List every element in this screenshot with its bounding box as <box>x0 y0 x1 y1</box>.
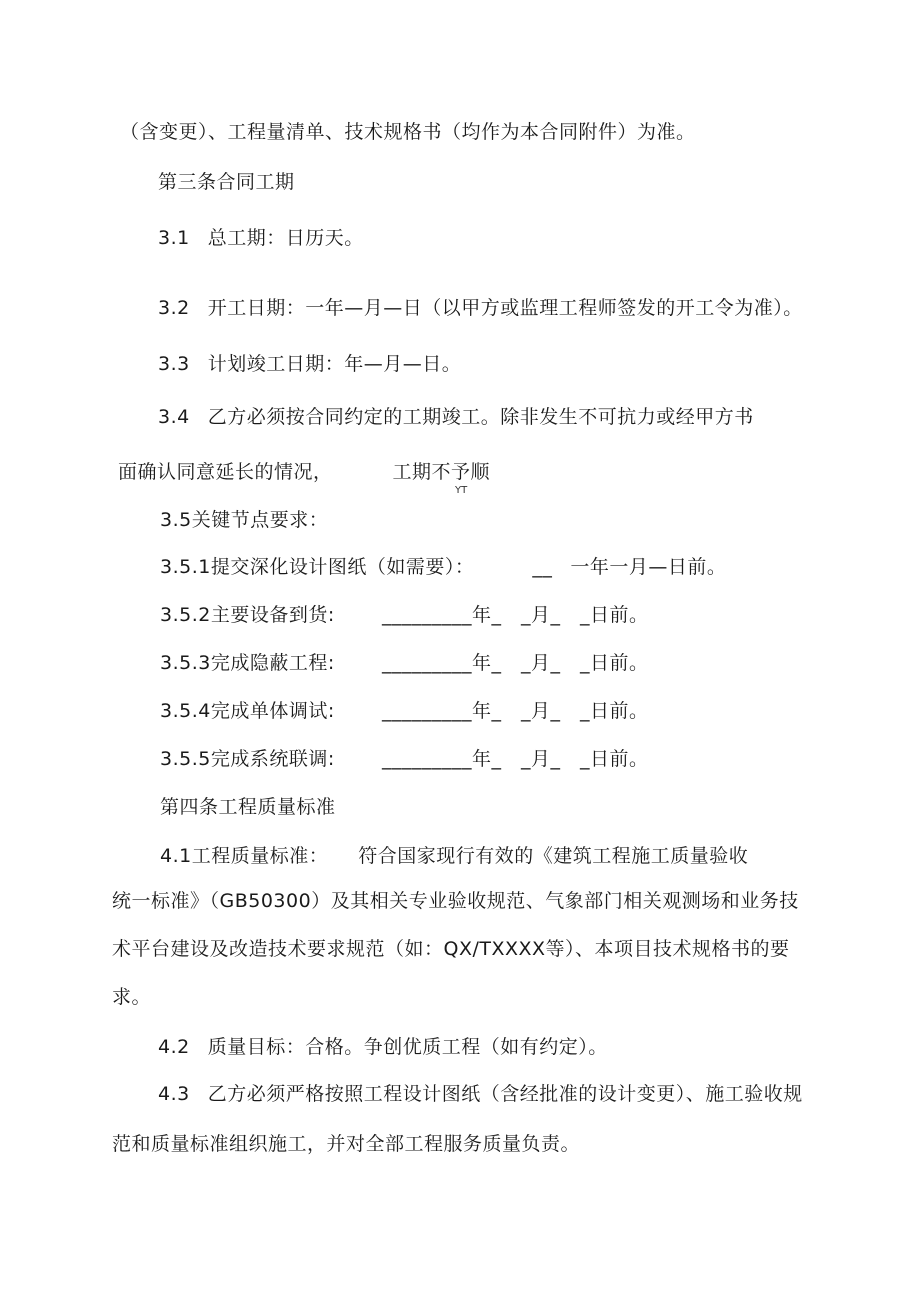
clause-text: 乙方必须严格按照工程设计图纸（含经批准的设计变更）、施工验收规 <box>207 1083 803 1105</box>
clause-label: 4.1工程质量标准： <box>160 845 329 867</box>
clause-number: 3.2 <box>158 297 190 319</box>
paragraph-line: 范和质量标准组织施工，并对全部工程服务质量负责。 <box>112 1133 581 1155</box>
clause-text: 总工期：日历天。 <box>207 227 364 249</box>
milestone-label: 3.5.1提交深化设计图纸（如需要）： <box>160 556 475 578</box>
paragraph-line: 术平台建设及改造技术要求规范（如：QX/TXXXX等）、本项目技术规格书的要 <box>112 938 790 960</box>
date-field: 一年一月—日前。 <box>570 556 727 578</box>
clause-3-5-5 <box>160 747 649 771</box>
clause-3-4-continued <box>118 460 490 484</box>
clause-number: 3.3 <box>158 353 190 375</box>
milestone-label: 3.5.4完成单体调试: <box>160 700 335 722</box>
clause-number: 4.2 <box>158 1036 190 1058</box>
paragraph-line: 求。 <box>112 986 152 1008</box>
clause-3-5-1 <box>160 555 726 579</box>
clause-text: 开工日期：一年—月—日（以甲方或监理工程师签发的开工令为准）。 <box>207 297 803 319</box>
clause-4-3 <box>158 1082 803 1106</box>
clause-3-5-4 <box>160 699 649 723</box>
date-field: _________年_ _月_ _日前。 <box>382 604 649 626</box>
clause-3-2 <box>158 296 803 320</box>
date-field: _________年_ _月_ _日前。 <box>382 748 649 770</box>
milestone-label: 3.5.2主要设备到货: <box>160 604 335 626</box>
clause-3-5-2 <box>160 603 649 627</box>
clause-3-1 <box>158 226 364 250</box>
clause-number: 4.3 <box>158 1083 190 1105</box>
clause-4-1 <box>160 844 748 868</box>
date-field: _________年_ _月_ _日前。 <box>382 700 649 722</box>
milestone-label: 3.5.5完成系统联调: <box>160 748 335 770</box>
scan-artifact-mark: YT <box>455 485 468 496</box>
clause-number: 3.1 <box>158 227 190 249</box>
clause-text: 质量目标：合格。争创优质工程（如有约定）。 <box>207 1036 608 1058</box>
clause-number: 3.4 <box>158 406 190 428</box>
clause-4-2 <box>158 1035 608 1059</box>
date-field: _________年_ _月_ _日前。 <box>382 652 649 674</box>
clause-3-3 <box>158 352 461 376</box>
blank-field: __ <box>532 556 553 578</box>
clause-text: 计划竣工日期：年—月—日。 <box>207 353 462 375</box>
clause-text: 乙方必须按合同约定的工期竣工。除非发生不可抗力或经甲方书 <box>207 406 754 428</box>
section-heading-article-3: 第三条合同工期 <box>158 171 295 193</box>
clause-text: 符合国家现行有效的《建筑工程施工质量验收 <box>358 845 749 867</box>
clause-3-4 <box>158 405 754 429</box>
text-segment: 面确认同意延长的情况， <box>118 461 333 483</box>
section-heading-article-4: 第四条工程质量标准 <box>160 796 336 818</box>
clause-3-5-heading: 3.5关键节点要求： <box>160 509 329 531</box>
text-segment: 工期不予顺 <box>392 461 491 483</box>
paragraph-line: 统一标准》（GB50300）及其相关专业验收规范、气象部门相关观测场和业务技 <box>112 890 799 912</box>
paragraph-line: （含变更）、工程量清单、技术规格书（均作为本合同附件）为准。 <box>120 121 696 143</box>
clause-3-5-3 <box>160 651 649 675</box>
milestone-label: 3.5.3完成隐蔽工程: <box>160 652 335 674</box>
